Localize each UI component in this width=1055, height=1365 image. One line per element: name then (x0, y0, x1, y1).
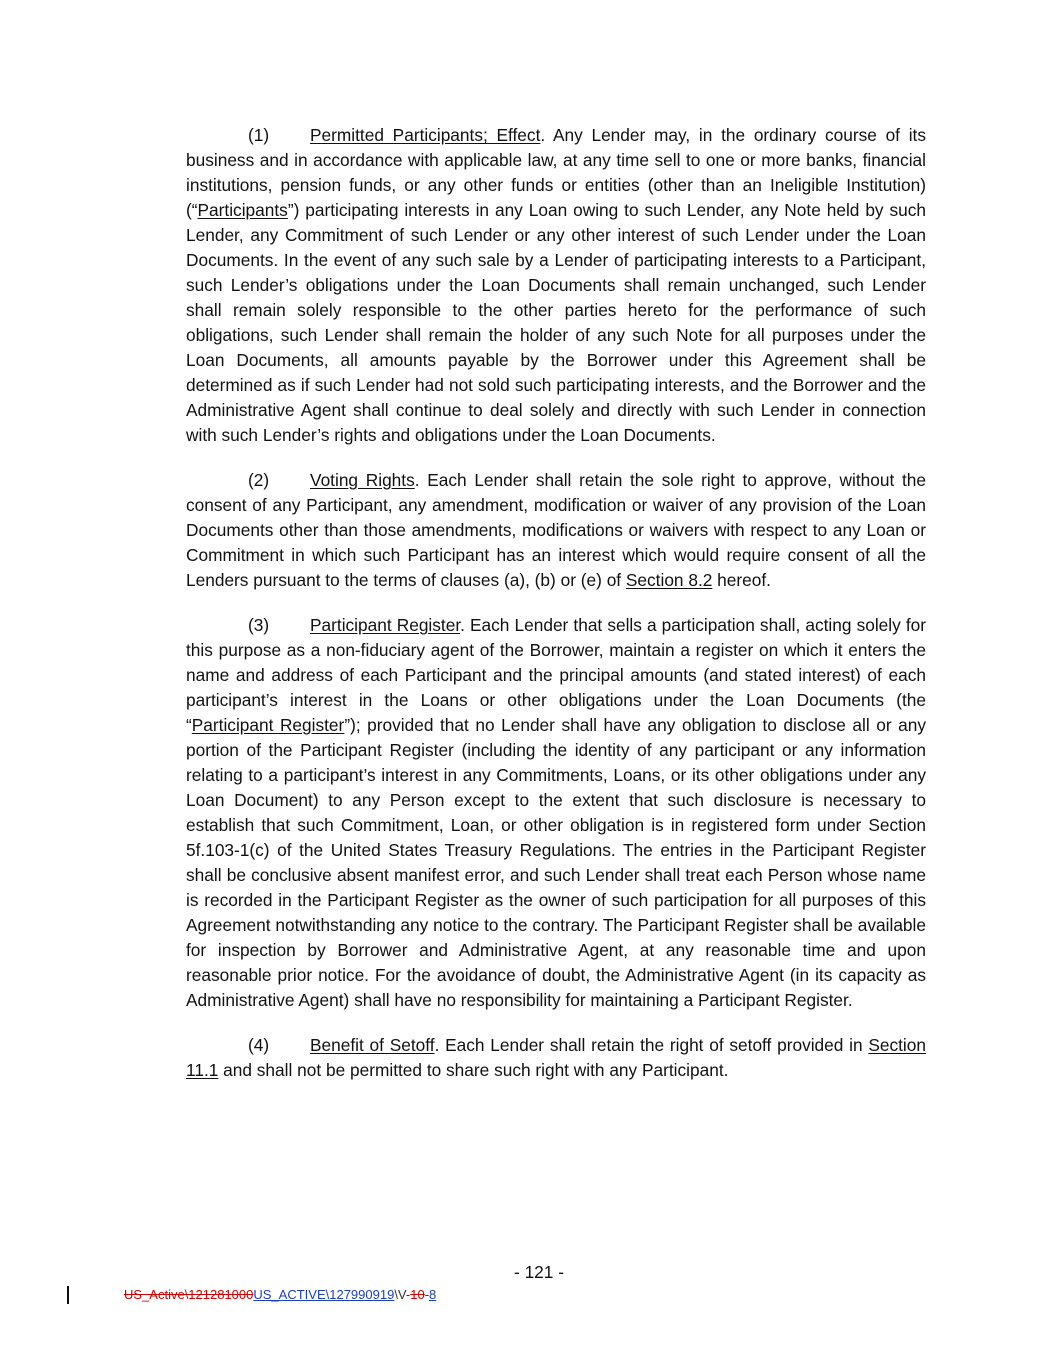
change-bar (67, 1286, 69, 1304)
version-prefix: \V- (394, 1287, 411, 1302)
paragraph-voting-rights (186, 468, 926, 593)
paragraph-text: . Each Lender that sells a participation shall, acting solely for this purpose as a non-fiduciary agent of the Borrower, maintain a register on which it enters the name and address of each Participant and the principal amounts (and stated interest) of each participant’s interest in the Loans or other obligations under the Loan Documents (the “ (186, 615, 927, 735)
paragraph-text: ”); provided that no Lender shall have any obligation to disclose all or any portion of the Participant Register (including the identity of any participant or any information relating to a participant’s interest in any Commitments, Loans, or its other obligations under any Loan Document) to any Person except to the extent that such disclosure is necessary to establish that such Commitment, Loan, or other obligation is in registered form under Section 5f.103-1(c) of the United States Treasury Regulations. The entries in the Participant Register shall be conclusive absent manifest error, and such Lender shall treat each Person whose name is recorded in the Participant Register as the owner of such participation for all purposes of this Agreement notwithstanding any notice to the contrary. The Participant Register shall be available for inspection by Borrower and Administrative Agent, at any reasonable time and upon reasonable prior notice. For the avoidance of doubt, the Administrative Agent (in its capacity as Administrative Agent) shall have no responsibility for maintaining a Participant Register. (186, 715, 926, 1010)
paragraph-number: (4) (248, 1035, 270, 1055)
section-reference: Section 11.1 (186, 1035, 926, 1080)
paragraph-benefit-of-setoff (186, 1033, 926, 1083)
page-number: - 121 - (514, 1262, 564, 1282)
deleted-version: 10 (410, 1287, 425, 1302)
document-id-footer (124, 1287, 436, 1302)
paragraph-heading: Participant Register (310, 615, 461, 635)
paragraph-heading: Voting Rights (310, 470, 415, 490)
section-reference: Section 8.2 (625, 570, 713, 590)
paragraph-number: (1) (248, 125, 270, 145)
document-body (186, 123, 926, 1103)
paragraph-number: (3) (248, 615, 270, 635)
paragraph-number: (2) (248, 470, 270, 490)
paragraph-text: . Any Lender may, in the ordinary course of its business and in accordance with applicable law, at any time sell to one or more banks, financial institutions, pension funds, or any other funds or entities (other than an Ineligible Institution) (“ (186, 125, 926, 220)
paragraph-text: and shall not be permitted to share such right with any Participant. (218, 1060, 729, 1080)
paragraph-heading: Permitted Participants; Effect (310, 125, 541, 145)
defined-term: Participants (197, 200, 288, 220)
version-separator: - (424, 1287, 430, 1302)
inserted-version: 8 (429, 1287, 437, 1302)
defined-term: Participant Register (191, 715, 345, 735)
paragraph-permitted-participants (186, 123, 926, 448)
paragraph-text: hereof. (712, 570, 771, 590)
paragraph-heading: Benefit of Setoff (310, 1035, 435, 1055)
paragraph-text: ”) participating interests in any Loan owing to such Lender, any Note held by such Lender, any Commitment of such Lender or any other interest of such Lender under the Loan Documents. In the event of any such sale by a Lender of participating interests to a Participant, such Lender’s obligations under the Loan Documents shall remain unchanged, such Lender shall remain solely responsible to the other parties hereto for the performance of such obligations, such Lender shall remain the holder of any such Note for all purposes under the Loan Documents, all amounts payable by the Borrower under this Agreement shall be determined as if such Lender had not sold such participating interests, and the Borrower and the Administrative Agent shall continue to deal solely and directly with such Lender in connection with such Lender’s rights and obligations under the Loan Documents. (186, 200, 926, 445)
deleted-document-id: US_Active\121281000 (124, 1287, 254, 1302)
paragraph-participant-register (186, 613, 926, 1013)
paragraph-text: . Each Lender shall retain the right of setoff provided in (434, 1035, 869, 1055)
inserted-document-id: US_ACTIVE\127990919 (253, 1287, 395, 1302)
paragraph-text: . Each Lender shall retain the sole right to approve, without the consent of any Participant, any amendment, modification or waiver of any provision of the Loan Documents other than those amendments, modifications or waivers with respect to any Loan or Commitment in which such Participant has an interest which would require consent of all the Lenders pursuant to the terms of clauses (a), (b) or (e) of (186, 470, 926, 590)
